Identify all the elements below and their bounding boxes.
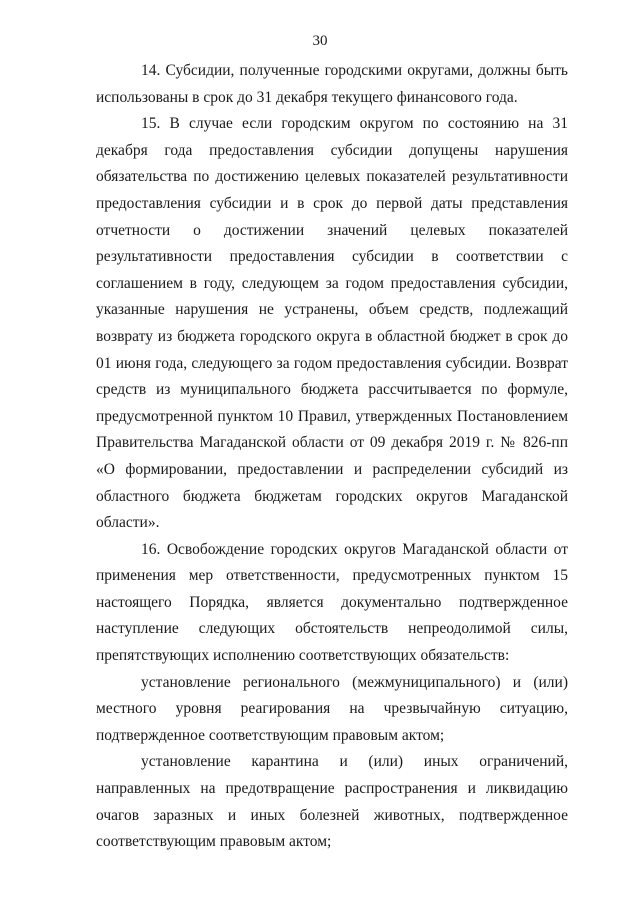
- paragraph-16-item-quarantine: установление карантина и (или) иных ограничений, направленных на предотвращение распространения и ликвидацию очагов заразных и иных болезней животных, подтвержденное соответствующим правовым актом;: [96, 753, 568, 851]
- page-number: 30: [312, 33, 328, 49]
- paragraph-16: 16. Освобождение городских округов Магаданской области от применения мер ответственности, предусмотренных пунктом 15 настоящего Порядка, является документально подтвержденное наступление следующих обстоятельств непреодолимой силы, препятствующих исполнению соответствующих обязательств:: [96, 540, 568, 665]
- paragraph-16-item-emergency: установление регионального (межмуниципального) и (или) местного уровня реагирования на чрезвычайную ситуацию, подтвержденное соответствующим правовым актом;: [96, 673, 568, 744]
- paragraph-14: 14. Субсидии, полученные городскими округами, должны быть использованы в срок до 31 декабря текущего финансового года.: [96, 62, 568, 106]
- paragraph-15: 15. В случае если городским округом по состоянию на 31 декабря года предоставления субсидии допущены нарушения обязательства по достижению целевых показателей результативности предоставления субсидии и в срок до первой даты представления отчетности о достижении значений целевых показателей результативности предоставления субсидии в соответствии с соглашением в году, следующем за годом предоставления субсидии, указанные нарушения не устранены, объем средств, подлежащий возврату из бюджета городского округа в областной бюджет в срок до 01 июня года, следующего за годом предоставления субсидии. Возврат средств из муниципального бюджета рассчитывается по формуле, предусмотренной пунктом 10 Правил, утвержденных Постановлением Правительства Магаданской области от 09 декабря 2019 г. № 826-пп «О формировании, предоставлении и распределении субсидий из областного бюджета бюджетам городских округов Магаданской области».: [96, 115, 568, 532]
- document-body: [96, 58, 568, 856]
